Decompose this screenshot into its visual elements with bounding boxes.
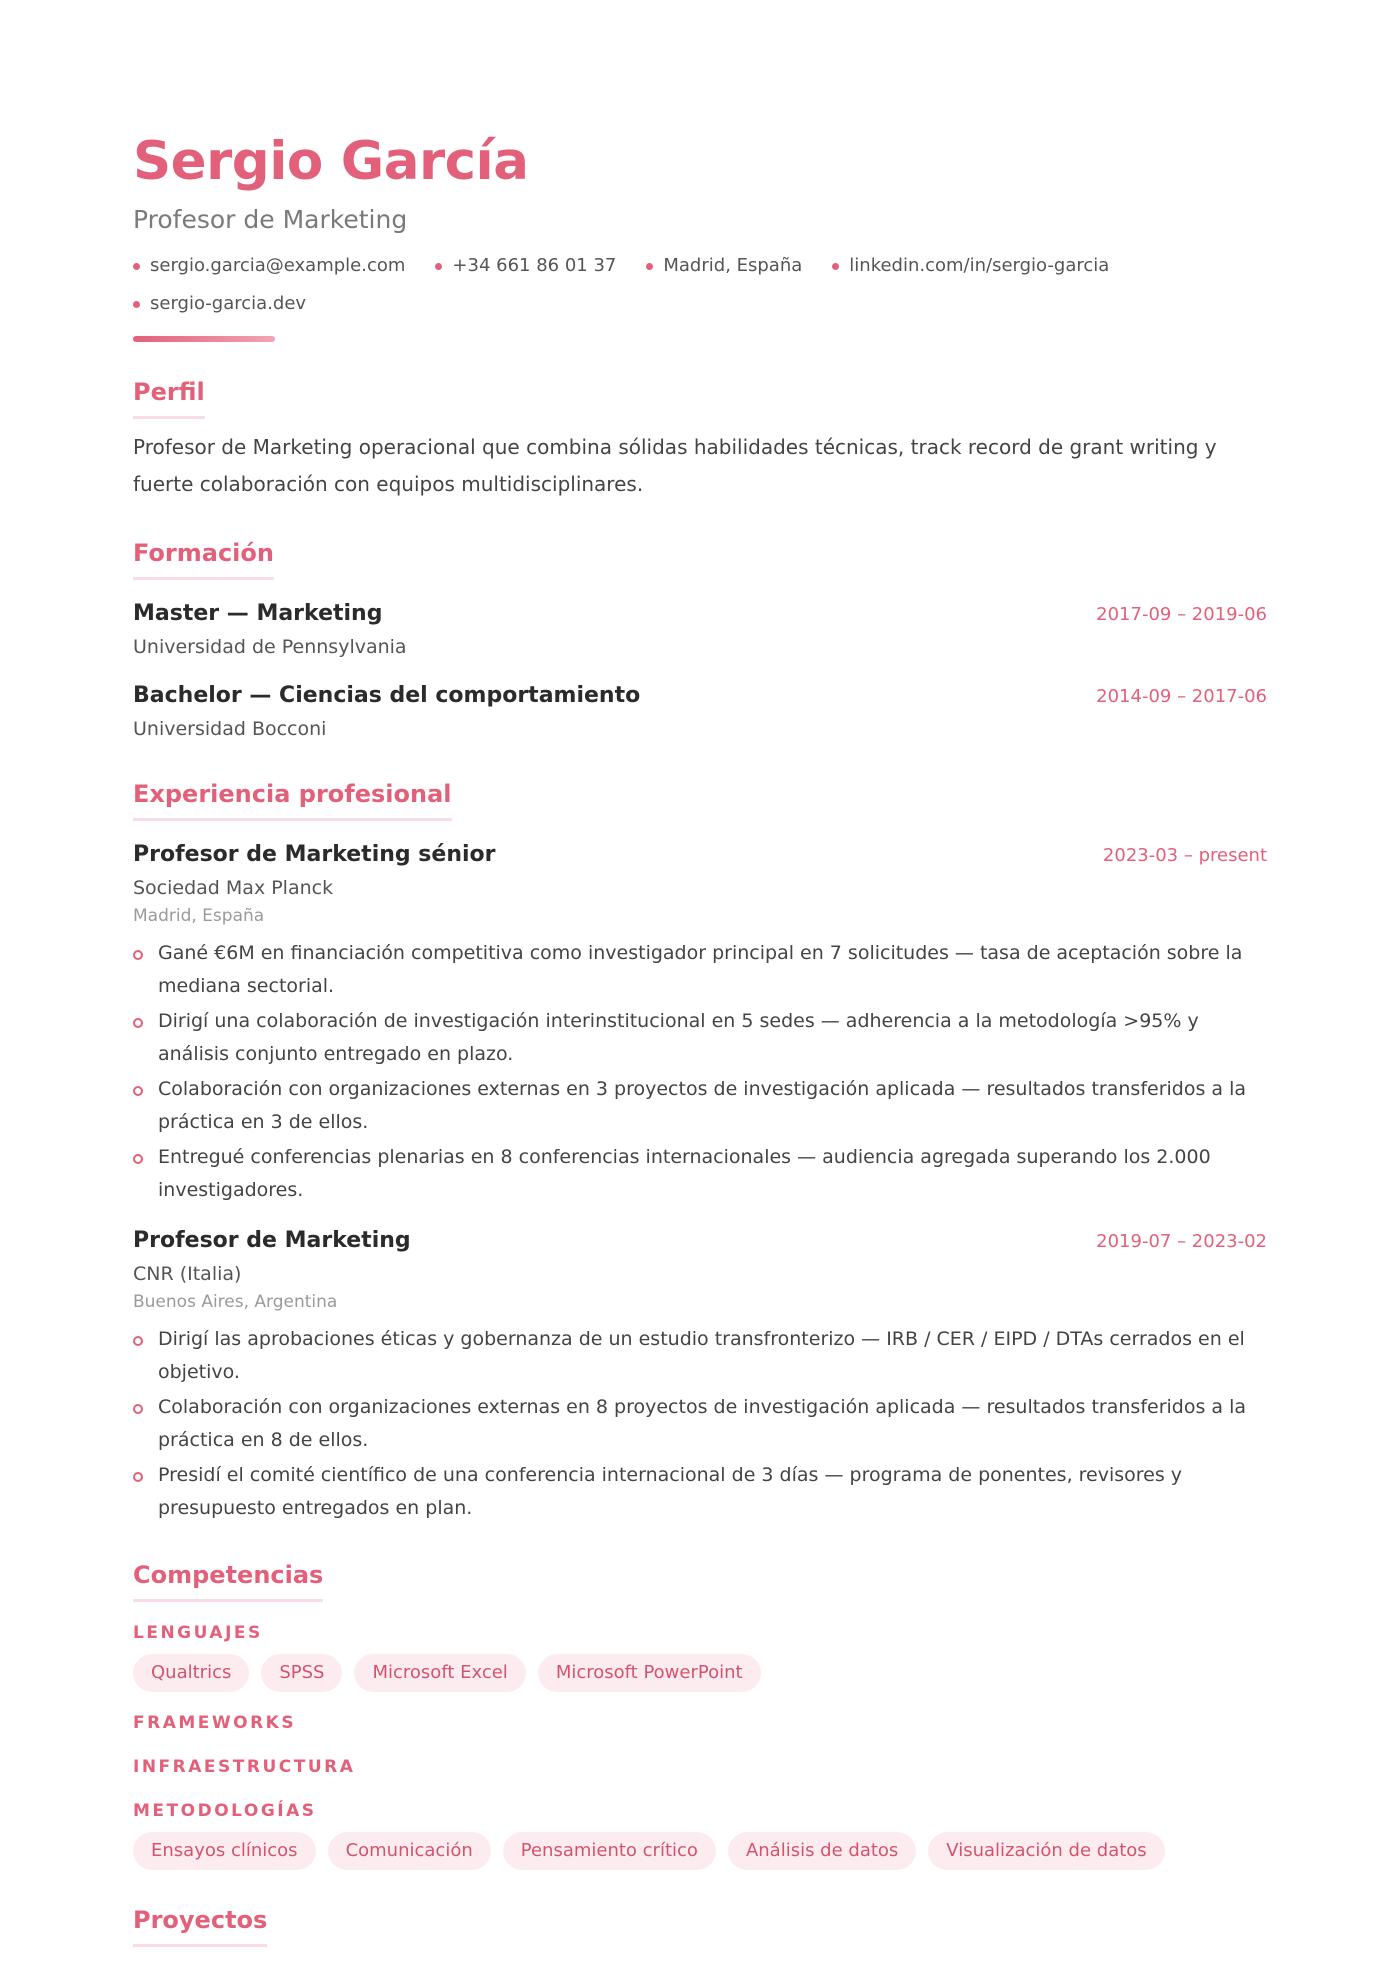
skill-chip: Comunicación xyxy=(328,1832,491,1870)
contact-phone[interactable] xyxy=(435,252,616,280)
candidate-name: Sergio García xyxy=(133,131,529,192)
contact-email[interactable] xyxy=(133,252,405,280)
bullet-dot-icon xyxy=(646,263,653,270)
achievement-text: Entregué conferencias plenarias en 8 conferencias internacionales — audiencia agregada superando los 2.000 investigadores. xyxy=(158,1146,1211,1201)
header-divider xyxy=(133,336,275,342)
skill-category: METODOLOGÍAS xyxy=(133,1801,317,1821)
section-title-experience: Experiencia profesional xyxy=(133,778,452,821)
degree-title: Bachelor — Ciencias del comportamiento xyxy=(133,683,641,708)
achievement-text: Dirigí las aprobaciones éticas y gobernanza de un estudio transfronterizo — IRB / CER / EIPD / DTAs cerrados en el objetivo. xyxy=(158,1328,1245,1383)
achievement-item xyxy=(133,1005,1267,1071)
skill-category: FRAMEWORKS xyxy=(133,1713,297,1733)
achievement-text: Gané €6M en financiación competitiva como investigador principal en 7 solicitudes — tasa de aceptación sobre la mediana sectorial. xyxy=(158,942,1243,997)
circle-bullet-icon xyxy=(133,950,143,960)
job-dates: 2023-03 – present xyxy=(1102,845,1267,866)
skill-group-languages xyxy=(133,1620,1267,1692)
school-name: Universidad Bocconi xyxy=(133,718,327,740)
skill-group-frameworks xyxy=(133,1710,1267,1736)
circle-bullet-icon xyxy=(133,1086,143,1096)
achievement-item xyxy=(133,1141,1267,1207)
achievement-text: Colaboración con organizaciones externas en 3 proyectos de investigación aplicada — resultados transferidos a la práctica en 3 de ellos. xyxy=(158,1078,1247,1133)
skill-group-methodologies xyxy=(133,1798,1267,1870)
contact-email-text: sergio.garcia@example.com xyxy=(150,255,406,276)
skill-chips xyxy=(133,1832,1267,1870)
job-location: Buenos Aires, Argentina xyxy=(133,1292,338,1312)
circle-bullet-icon xyxy=(133,1154,143,1164)
bullet-dot-icon xyxy=(133,263,140,270)
skill-chip: Microsoft Excel xyxy=(354,1654,525,1692)
achievement-list xyxy=(133,937,1267,1207)
achievement-item xyxy=(133,1323,1267,1389)
section-title-profile: Perfil xyxy=(133,376,205,419)
contact-website[interactable] xyxy=(133,290,306,318)
skill-chip: SPSS xyxy=(261,1654,342,1692)
skills-section xyxy=(133,1559,1267,1870)
profile-section xyxy=(133,376,1267,503)
school-name: Universidad de Pennsylvania xyxy=(133,636,407,658)
skill-category: LENGUAJES xyxy=(133,1623,263,1643)
skill-chip: Pensamiento crítico xyxy=(503,1832,716,1870)
resume-header xyxy=(133,130,1267,342)
achievement-text: Dirigí una colaboración de investigación interinstitucional en 5 sedes — adherencia a la metodología >95% y análisis conjunto entregado en plazo. xyxy=(158,1010,1199,1065)
experience-entry xyxy=(133,839,1267,1207)
degree-dates: 2017-09 – 2019-06 xyxy=(1096,604,1267,625)
job-location: Madrid, España xyxy=(133,906,265,926)
skill-group-infrastructure xyxy=(133,1754,1267,1780)
degree-title: Master — Marketing xyxy=(133,601,383,626)
contact-linkedin-text: linkedin.com/in/sergio-garcia xyxy=(849,255,1110,276)
skill-chip: Qualtrics xyxy=(133,1654,249,1692)
bullet-dot-icon xyxy=(435,263,442,270)
contact-list xyxy=(133,252,1183,318)
skill-chip: Microsoft PowerPoint xyxy=(538,1654,761,1692)
contact-linkedin[interactable] xyxy=(832,252,1109,280)
achievement-text: Colaboración con organizaciones externas en 8 proyectos de investigación aplicada — resultados transferidos a la práctica en 8 de ellos. xyxy=(158,1396,1247,1451)
section-title-skills: Competencias xyxy=(133,1559,323,1602)
profile-summary: Profesor de Marketing operacional que combina sólidas habilidades técnicas, track record de grant writing y fuerte colaboración con equipos multidisciplinares. xyxy=(133,435,1217,496)
skill-chips xyxy=(133,1654,1267,1692)
circle-bullet-icon xyxy=(133,1472,143,1482)
section-title-projects: Proyectos xyxy=(133,1904,267,1947)
achievement-item xyxy=(133,1391,1267,1457)
experience-section xyxy=(133,778,1267,1525)
achievement-text: Presidí el comité científico de una conferencia internacional de 3 días — programa de ponentes, revisores y presupuesto entregados en plan. xyxy=(158,1464,1183,1519)
degree-dates: 2014-09 – 2017-06 xyxy=(1096,686,1267,707)
education-section xyxy=(133,537,1267,744)
company-name: Sociedad Max Planck xyxy=(133,877,334,899)
contact-phone-text: +34 661 86 01 37 xyxy=(452,255,617,276)
skill-chip: Ensayos clínicos xyxy=(133,1832,316,1870)
job-title: Profesor de Marketing sénior xyxy=(133,842,496,867)
company-name: CNR (Italia) xyxy=(133,1263,242,1285)
contact-location xyxy=(646,252,802,280)
experience-entry xyxy=(133,1225,1267,1525)
skill-category: INFRAESTRUCTURA xyxy=(133,1757,356,1777)
contact-website-text: sergio-garcia.dev xyxy=(150,293,307,314)
education-entry xyxy=(133,598,1267,662)
candidate-role: Profesor de Marketing xyxy=(133,205,408,234)
job-title: Profesor de Marketing xyxy=(133,1228,411,1253)
circle-bullet-icon xyxy=(133,1404,143,1414)
education-entry xyxy=(133,680,1267,744)
circle-bullet-icon xyxy=(133,1336,143,1346)
achievement-item xyxy=(133,1459,1267,1525)
achievement-item xyxy=(133,937,1267,1003)
bullet-dot-icon xyxy=(832,263,839,270)
contact-location-text: Madrid, España xyxy=(663,255,803,276)
job-dates: 2019-07 – 2023-02 xyxy=(1096,1231,1267,1252)
achievement-item xyxy=(133,1073,1267,1139)
section-title-education: Formación xyxy=(133,537,274,580)
circle-bullet-icon xyxy=(133,1018,143,1028)
achievement-list xyxy=(133,1323,1267,1525)
projects-section xyxy=(133,1904,1267,1947)
skill-chip: Visualización de datos xyxy=(928,1832,1164,1870)
skill-chip: Análisis de datos xyxy=(728,1832,916,1870)
bullet-dot-icon xyxy=(133,301,140,308)
